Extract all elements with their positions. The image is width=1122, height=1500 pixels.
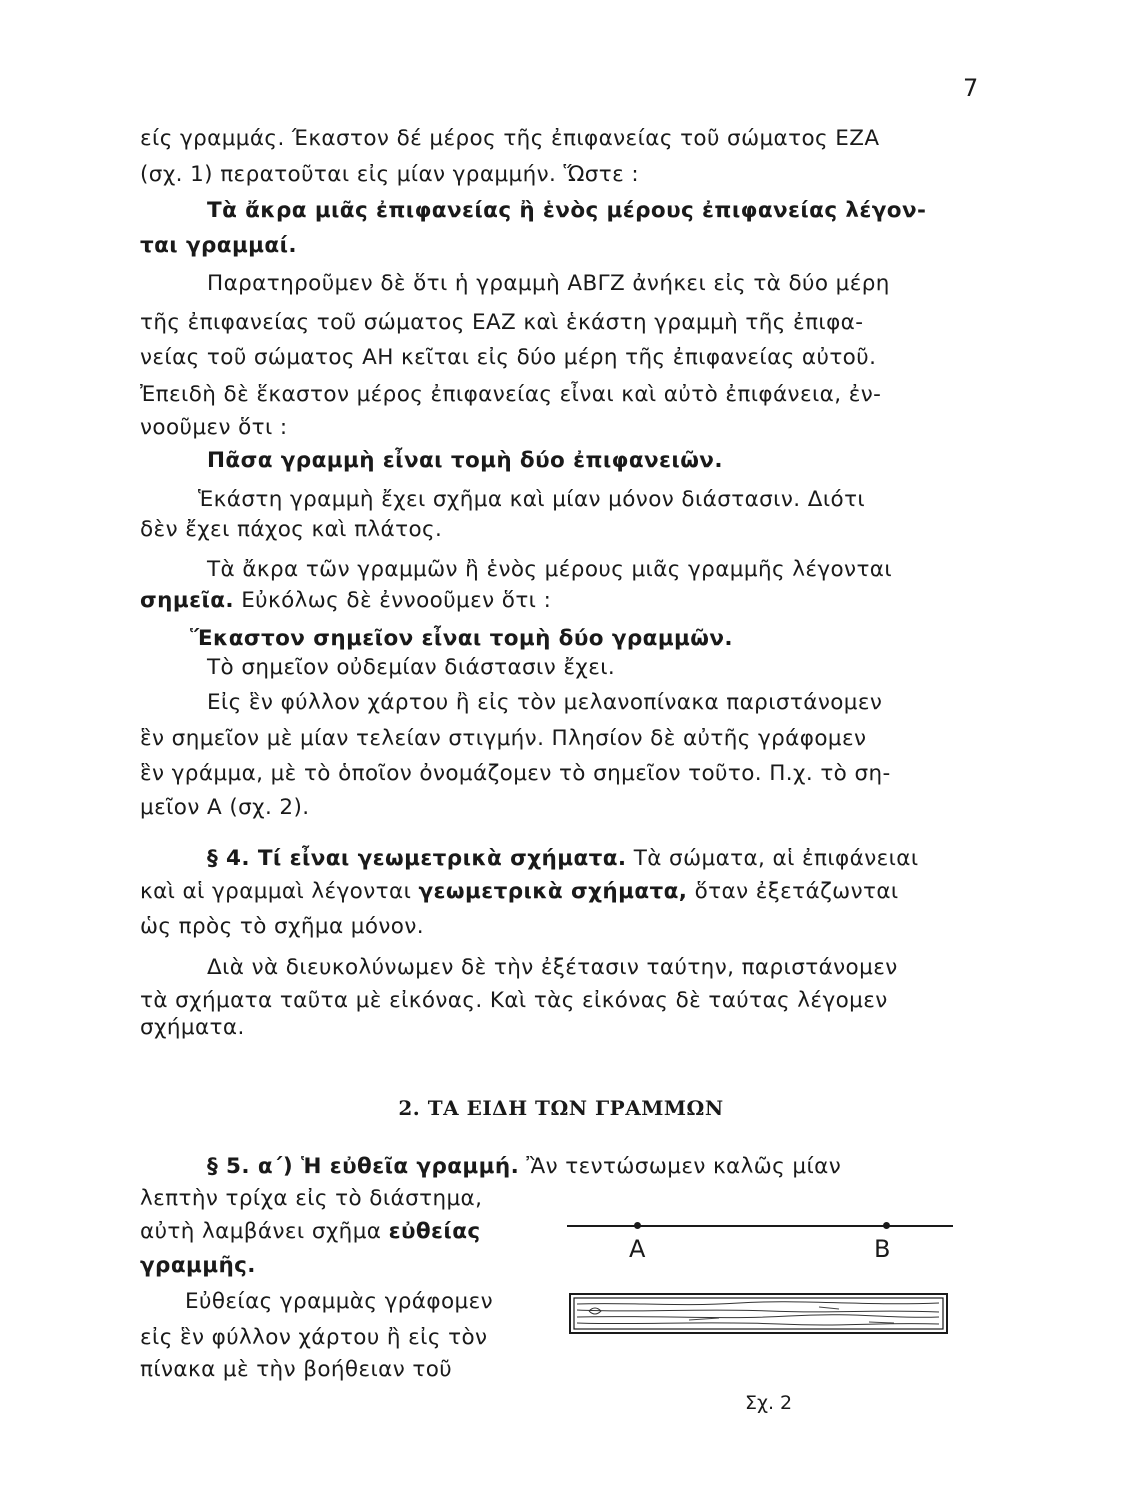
text-line: νείας τοῦ σώματος ΑΗ κεῖται εἰς δύο μέρη τῆς ἐπιφανείας αὐτοῦ. — [140, 345, 877, 370]
bold-term: γεωμετρικὰ σχήματα, — [418, 879, 688, 904]
point-a-dot — [634, 1222, 641, 1229]
point-b-label: Β — [874, 1235, 891, 1263]
text-line: Παρατηροῦμεν δὲ ὅτι ἡ γραμμὴ ΑΒΓΖ ἀνήκει εἰς τὰ δύο μέρη — [207, 271, 890, 296]
text-line: Εἰς ἓν φύλλον χάρτου ἢ εἰς τὸν μελανοπίνακα παριστάνομεν — [207, 690, 883, 715]
text-line: Εὐθείας γραμμὰς γράφομεν — [185, 1289, 494, 1314]
figure-caption: Σχ. 2 — [745, 1392, 793, 1414]
text-line: ται γραμμαί. — [140, 233, 297, 258]
text-line: ἓν γράμμα, μὲ τὸ ὁποῖον ὀνομάζομεν τὸ σημεῖον τοῦτο. Π.χ. τὸ ση- — [140, 761, 891, 786]
section-title: § 5. α΄) Ἡ εὐθεῖα γραμμή. — [207, 1154, 520, 1179]
text-line: Τὰ ἄκρα μιᾶς ἐπιφανείας ἢ ἑνὸς μέρους ἐπιφανείας λέγον- — [207, 198, 927, 223]
text-line: Ἕκαστον σημεῖον εἶναι τομὴ δύο γραμμῶν. — [190, 626, 733, 651]
text-line: καὶ αἱ γραμμαὶ λέγονται γεωμετρικὰ σχήματα, ὅταν ἐξετάζωνται — [140, 879, 899, 904]
text-line: Τὰ ἄκρα τῶν γραμμῶν ἢ ἑνὸς μέρους μιᾶς γραμμῆς λέγονται — [207, 557, 893, 582]
point-b-dot — [883, 1222, 890, 1229]
text-line: πίνακα μὲ τὴν βοήθειαν τοῦ — [140, 1357, 453, 1382]
text-line: (σχ. 1) περατοῦται εἰς μίαν γραμμήν. Ὥστε : — [140, 162, 640, 187]
text-line: γραμμῆς. — [140, 1253, 256, 1278]
text-line: εἰς ἓν φύλλον χάρτου ἢ εἰς τὸν — [140, 1325, 488, 1350]
point-a-label: Α — [629, 1235, 646, 1263]
section-title: § 4. Τί εἶναι γεωμετρικὰ σχήματα. — [207, 846, 627, 871]
straight-line-figure — [567, 1225, 953, 1227]
text-line: § 5. α΄) Ἡ εὐθεῖα γραμμή. Ἂν τεντώσωμεν καλῶς μίαν — [207, 1154, 842, 1179]
text-line: μεῖον Α (σχ. 2). — [140, 795, 310, 820]
text-line: ἓν σημεῖον μὲ μίαν τελείαν στιγμήν. Πλησίον δὲ αὐτῆς γράφομεν — [140, 726, 867, 751]
text-line: είς γραμμάς. Έκαστον δέ μέρος τῆς ἐπιφανείας τοῦ σώματος ΕΖΑ — [140, 126, 880, 151]
ruler-icon — [569, 1293, 949, 1335]
text-line: αὐτὴ λαμβάνει σχῆμα εὐθείας — [140, 1219, 481, 1244]
text-line: § 4. Τί εἶναι γεωμετρικὰ σχήματα. Τὰ σώματα, αἱ ἐπιφάνειαι — [207, 846, 919, 871]
text-line: λεπτὴν τρίχα εἰς τὸ διάστημα, — [140, 1186, 483, 1211]
text-line: Διὰ νὰ διευκολύνωμεν δὲ τὴν ἐξέτασιν ταύτην, παριστάνομεν — [207, 955, 898, 980]
text-line: Τὸ σημεῖον οὐδεμίαν διάστασιν ἔχει. — [207, 655, 616, 680]
text-line: σημεῖα. Εὐκόλως δὲ ἐννοοῦμεν ὅτι : — [140, 588, 552, 613]
text-line: νοοῦμεν ὅτι : — [140, 415, 288, 440]
section-heading: 2. ΤΑ ΕΙΔΗ ΤΩΝ ΓΡΑΜΜΩΝ — [398, 1096, 724, 1120]
text-line: ὡς πρὸς τὸ σχῆμα μόνον. — [140, 914, 424, 939]
bold-term: σημεῖα. — [140, 588, 234, 613]
text-line: Ἑκάστη γραμμὴ ἔχει σχῆμα καὶ μίαν μόνον διάστασιν. Διότι — [198, 487, 866, 512]
bold-term: εὐθείας — [388, 1219, 481, 1244]
text-line: τῆς ἐπιφανείας τοῦ σώματος ΕΑΖ καὶ ἑκάστη γραμμὴ τῆς ἐπιφα- — [140, 310, 864, 335]
text-line: Ἐπειδὴ δὲ ἕκαστον μέρος ἐπιφανείας εἶναι καὶ αὐτὸ ἐπιφάνεια, ἐν- — [140, 382, 882, 407]
text-line: σχήματα. — [140, 1015, 245, 1040]
text-line: τὰ σχήματα ταῦτα μὲ εἰκόνας. Καὶ τὰς εἰκόνας δὲ ταύτας λέγομεν — [140, 988, 888, 1013]
page-number: 7 — [963, 74, 979, 102]
text-line: δὲν ἔχει πάχος καὶ πλάτος. — [140, 517, 443, 542]
text-line: Πᾶσα γραμμὴ εἶναι τομὴ δύο ἐπιφανειῶν. — [207, 448, 723, 473]
